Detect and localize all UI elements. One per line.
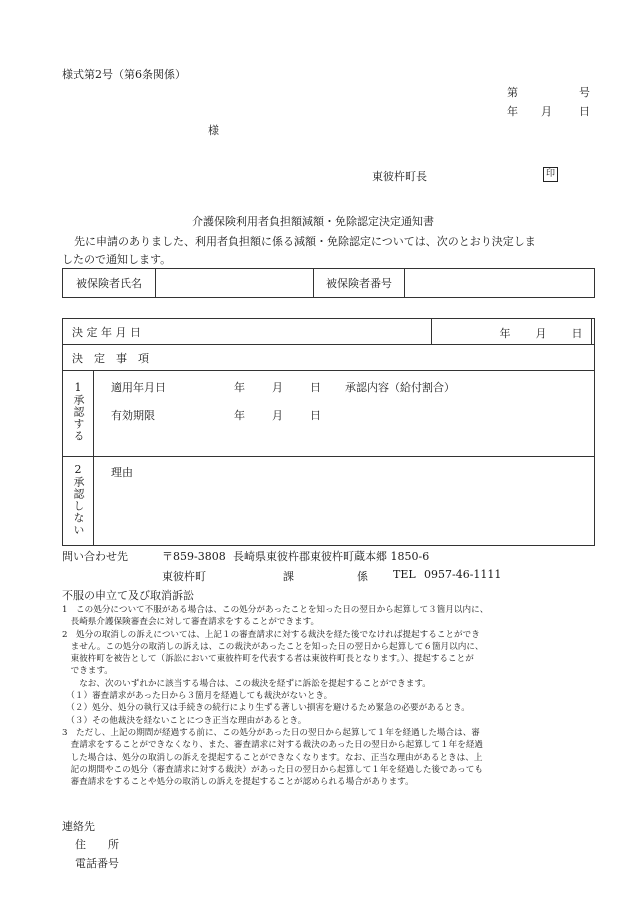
appeal-line: 3 ただし、上記の期間が経過する前に、この処分があった日の翌日から起算して１年を経過した場合は、審 (62, 727, 480, 738)
contact-tel-label: TEL (393, 568, 416, 581)
appeal-line: 東彼杵町を被告として（訴訟において東彼杵町を代表する者は東彼杵町長となります。）、提起することが (62, 654, 474, 665)
intro-text-line1: 先に申請のありました、利用者負担額に係る減額・免除認定については、次のとおり決定しま (74, 235, 536, 248)
contact-postal: 〒859-3808 (162, 550, 226, 563)
contact-tel: 0957-46-1111 (424, 568, 502, 581)
appeal-line: （２）処分、処分の執行又は手続きの続行により生ずる著しい損害を避けるため緊急の必要があるとき。 (62, 703, 470, 714)
decision-table (62, 318, 595, 546)
valid-period-nichi: 日 (310, 409, 321, 422)
approve-cell (63, 371, 94, 457)
apply-date-gatsu: 月 (272, 381, 283, 394)
issue-number-dai: 第 (507, 86, 518, 99)
appeal-line: （１）審査請求があった日から３箇月を経過しても裁決がないとき。 (62, 691, 333, 702)
document-title: 介護保険利用者負担額減額・免除認定決定通知書 (192, 215, 434, 228)
approve-label: 承認する (72, 394, 85, 442)
issue-date-nichi: 日 (579, 105, 590, 118)
form-number: 様式第2号（第6条関係） (62, 68, 186, 81)
apply-date-nen: 年 (234, 381, 245, 394)
decision-date-blank (591, 319, 594, 345)
approval-content-label: 承認内容（給付割合） (345, 381, 455, 394)
appeal-line: 記の期間やこの処分（審査請求に対する裁決）があった日の翌日から起算して１年を経過した後であっても (62, 764, 483, 775)
contact-town: 東彼杵町 (162, 570, 206, 583)
appeal-line: 長崎県介護保険審査会に対して審査請求をすることができます。 (62, 617, 320, 628)
appeal-line: なお、次のいずれかに該当する場合は、この裁決を経ずに訴訟を提起することができます。 (62, 678, 431, 689)
apply-date-nichi: 日 (310, 381, 321, 394)
insured-table (62, 268, 595, 298)
issue-number-go: 号 (579, 86, 590, 99)
recipient-sama: 様 (208, 124, 219, 137)
footer-contact-label: 連絡先 (62, 820, 95, 833)
insured-name-value[interactable] (156, 269, 314, 298)
contact-label: 問い合わせ先 (62, 550, 128, 563)
decision-date-gatsu: 月 (535, 327, 547, 340)
approve-number: 1 (74, 381, 82, 394)
contact-address: 長崎県東彼杵郡東彼杵町蔵本郷 1850-6 (233, 550, 430, 563)
issuer-name: 東彼杵町長 (372, 170, 427, 183)
contact-ka: 課 (283, 570, 294, 583)
deny-cell (63, 457, 94, 546)
appeal-line: （３）その他裁決を経ないことにつき正当な理由があるとき。 (62, 715, 307, 726)
appeal-line: 1 この処分について不服がある場合は、この処分があったことを知った日の翌日から起算して３箇月以内に、 (62, 605, 489, 615)
intro-text-line2: したので通知します。 (62, 253, 172, 266)
decision-date-nichi: 日 (571, 327, 583, 340)
appeal-line: ません。この処分の取消しの訴えは、この裁決があったことを知った日の翌日から起算して６箇月以内に、 (62, 641, 484, 652)
footer-address-label: 住 所 (75, 838, 119, 851)
insured-name-label: 被保険者氏名 (63, 269, 156, 298)
seal-stamp: 印 (543, 167, 558, 182)
decision-matters-label: 決 定 事 項 (63, 345, 595, 371)
valid-period-nen: 年 (234, 409, 245, 422)
valid-period-gatsu: 月 (272, 409, 283, 422)
footer-phone-label: 電話番号 (75, 857, 119, 870)
deny-content[interactable] (94, 457, 595, 546)
appeal-heading: 不服の申立て及び取消訴訟 (62, 589, 194, 602)
valid-period-label: 有効期限 (111, 409, 155, 422)
decision-date-label: 決 定 年 月 日 (63, 319, 432, 345)
deny-label: 承認しない (72, 476, 85, 536)
approve-content[interactable] (94, 371, 595, 457)
appeal-line: 2 処分の取消しの訴えについては、上記１の審査請求に対する裁決を経た後でなければ提起することができ (62, 629, 480, 640)
deny-number: 2 (74, 463, 82, 476)
insured-number-value[interactable] (405, 269, 595, 298)
appeal-line: 査請求をすることができなくなり、また、審査請求に対する裁決のあった日の翌日から起算して１年を経過 (62, 740, 484, 751)
decision-date-nen: 年 (499, 327, 511, 340)
reason-label: 理由 (111, 466, 133, 479)
apply-date-label: 適用年月日 (111, 381, 166, 394)
decision-date-value[interactable] (431, 319, 591, 345)
issue-date-gatsu: 月 (541, 105, 552, 118)
contact-kakari: 係 (357, 570, 368, 583)
appeal-line: 審査請求をすることや処分の取消しの訴えを提起することが認められる場合があります。 (62, 777, 414, 788)
appeal-notes (62, 604, 602, 788)
appeal-line: した場合は、処分の取消しの訴えを提起することができなくなります。なお、正当な理由があるときは、上 (62, 752, 483, 763)
insured-number-label: 被保険者番号 (314, 269, 405, 298)
issue-date-nen: 年 (507, 105, 518, 118)
appeal-line: できます。 (62, 666, 113, 677)
